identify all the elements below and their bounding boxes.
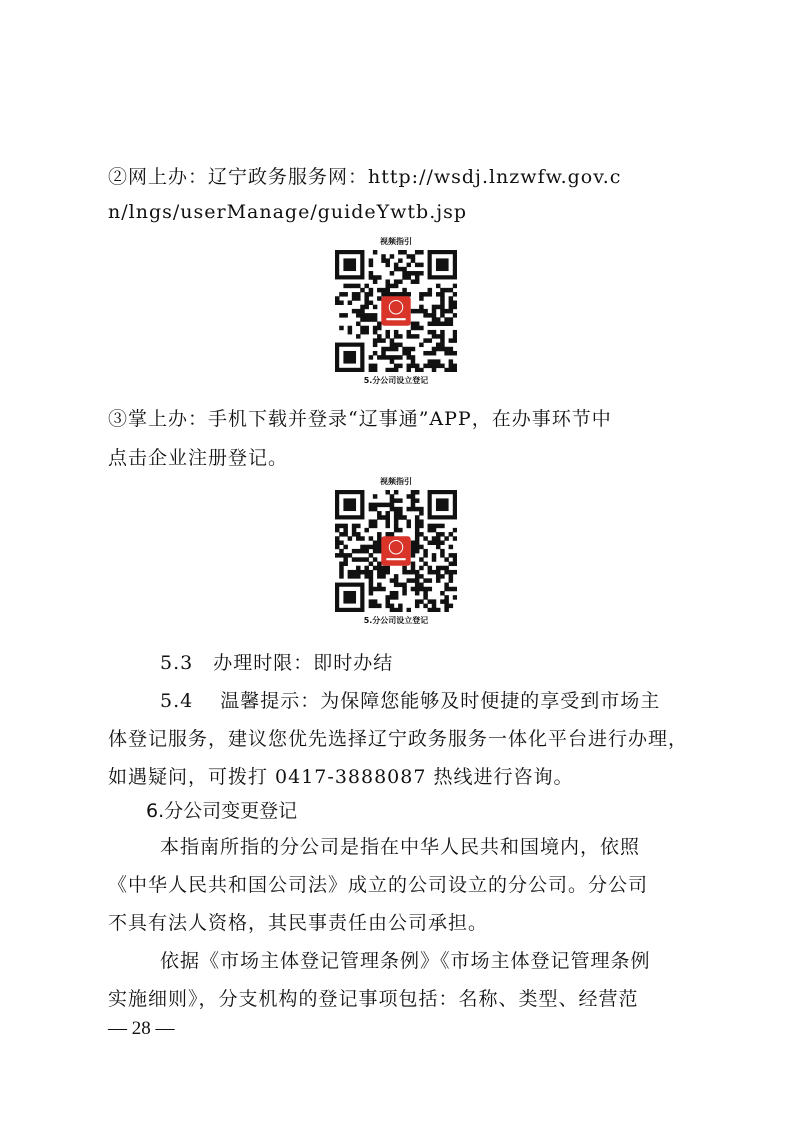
qr-code-image: [335, 490, 457, 612]
online-line-1: ②网上办：辽宁政务服务网：http://wsdj.lnzwfw.gov.c: [108, 166, 622, 188]
qr-block-1: [332, 236, 460, 386]
body-line-3: 不具有法人资格，其民事责任由公司承担。: [108, 912, 489, 934]
qr-caption: 5.分公司设立登记: [363, 616, 429, 625]
qr-code-image: [335, 250, 457, 372]
body-line-2: 《中华人民共和国公司法》成立的公司设立的分公司。分公司: [108, 874, 649, 896]
online-line-2: n/lngs/userManage/guideYwtb.jsp: [108, 201, 468, 223]
app-line-2: 点击企业注册登记。: [108, 447, 289, 469]
body-line-4: 依据《市场主体登记管理条例》《市场主体登记管理条例: [160, 950, 651, 972]
qr-title: 视频指引: [380, 237, 412, 246]
tips-line-2: 体登记服务，建议您优先选择辽宁政务服务一体化平台进行办理，: [108, 728, 689, 750]
body-line-5: 实施细则》，分支机构的登记事项包括：名称、类型、经营范: [108, 988, 639, 1010]
app-line-1: ③掌上办：手机下载并登录“辽事通”APP，在办事环节中: [108, 408, 612, 430]
tips-line-1: 5.4 温馨提示：为保障您能够及时便捷的享受到市场主: [160, 690, 661, 712]
section-heading: 6.分公司变更登记: [146, 800, 298, 822]
body-line-1: 本指南所指的分公司是指在中华人民共和国境内，依照: [160, 836, 641, 858]
page-number: — 28 —: [108, 1018, 175, 1039]
qr-caption: 5.分公司设立登记: [363, 376, 429, 385]
qr-block-2: [332, 476, 460, 626]
time-limit-line: 5.3 办理时限：即时办结: [160, 652, 394, 674]
qr-title: 视频指引: [380, 477, 412, 486]
tips-line-3: 如遇疑问，可拨打 0417-3888087 热线进行咨询。: [108, 766, 574, 788]
